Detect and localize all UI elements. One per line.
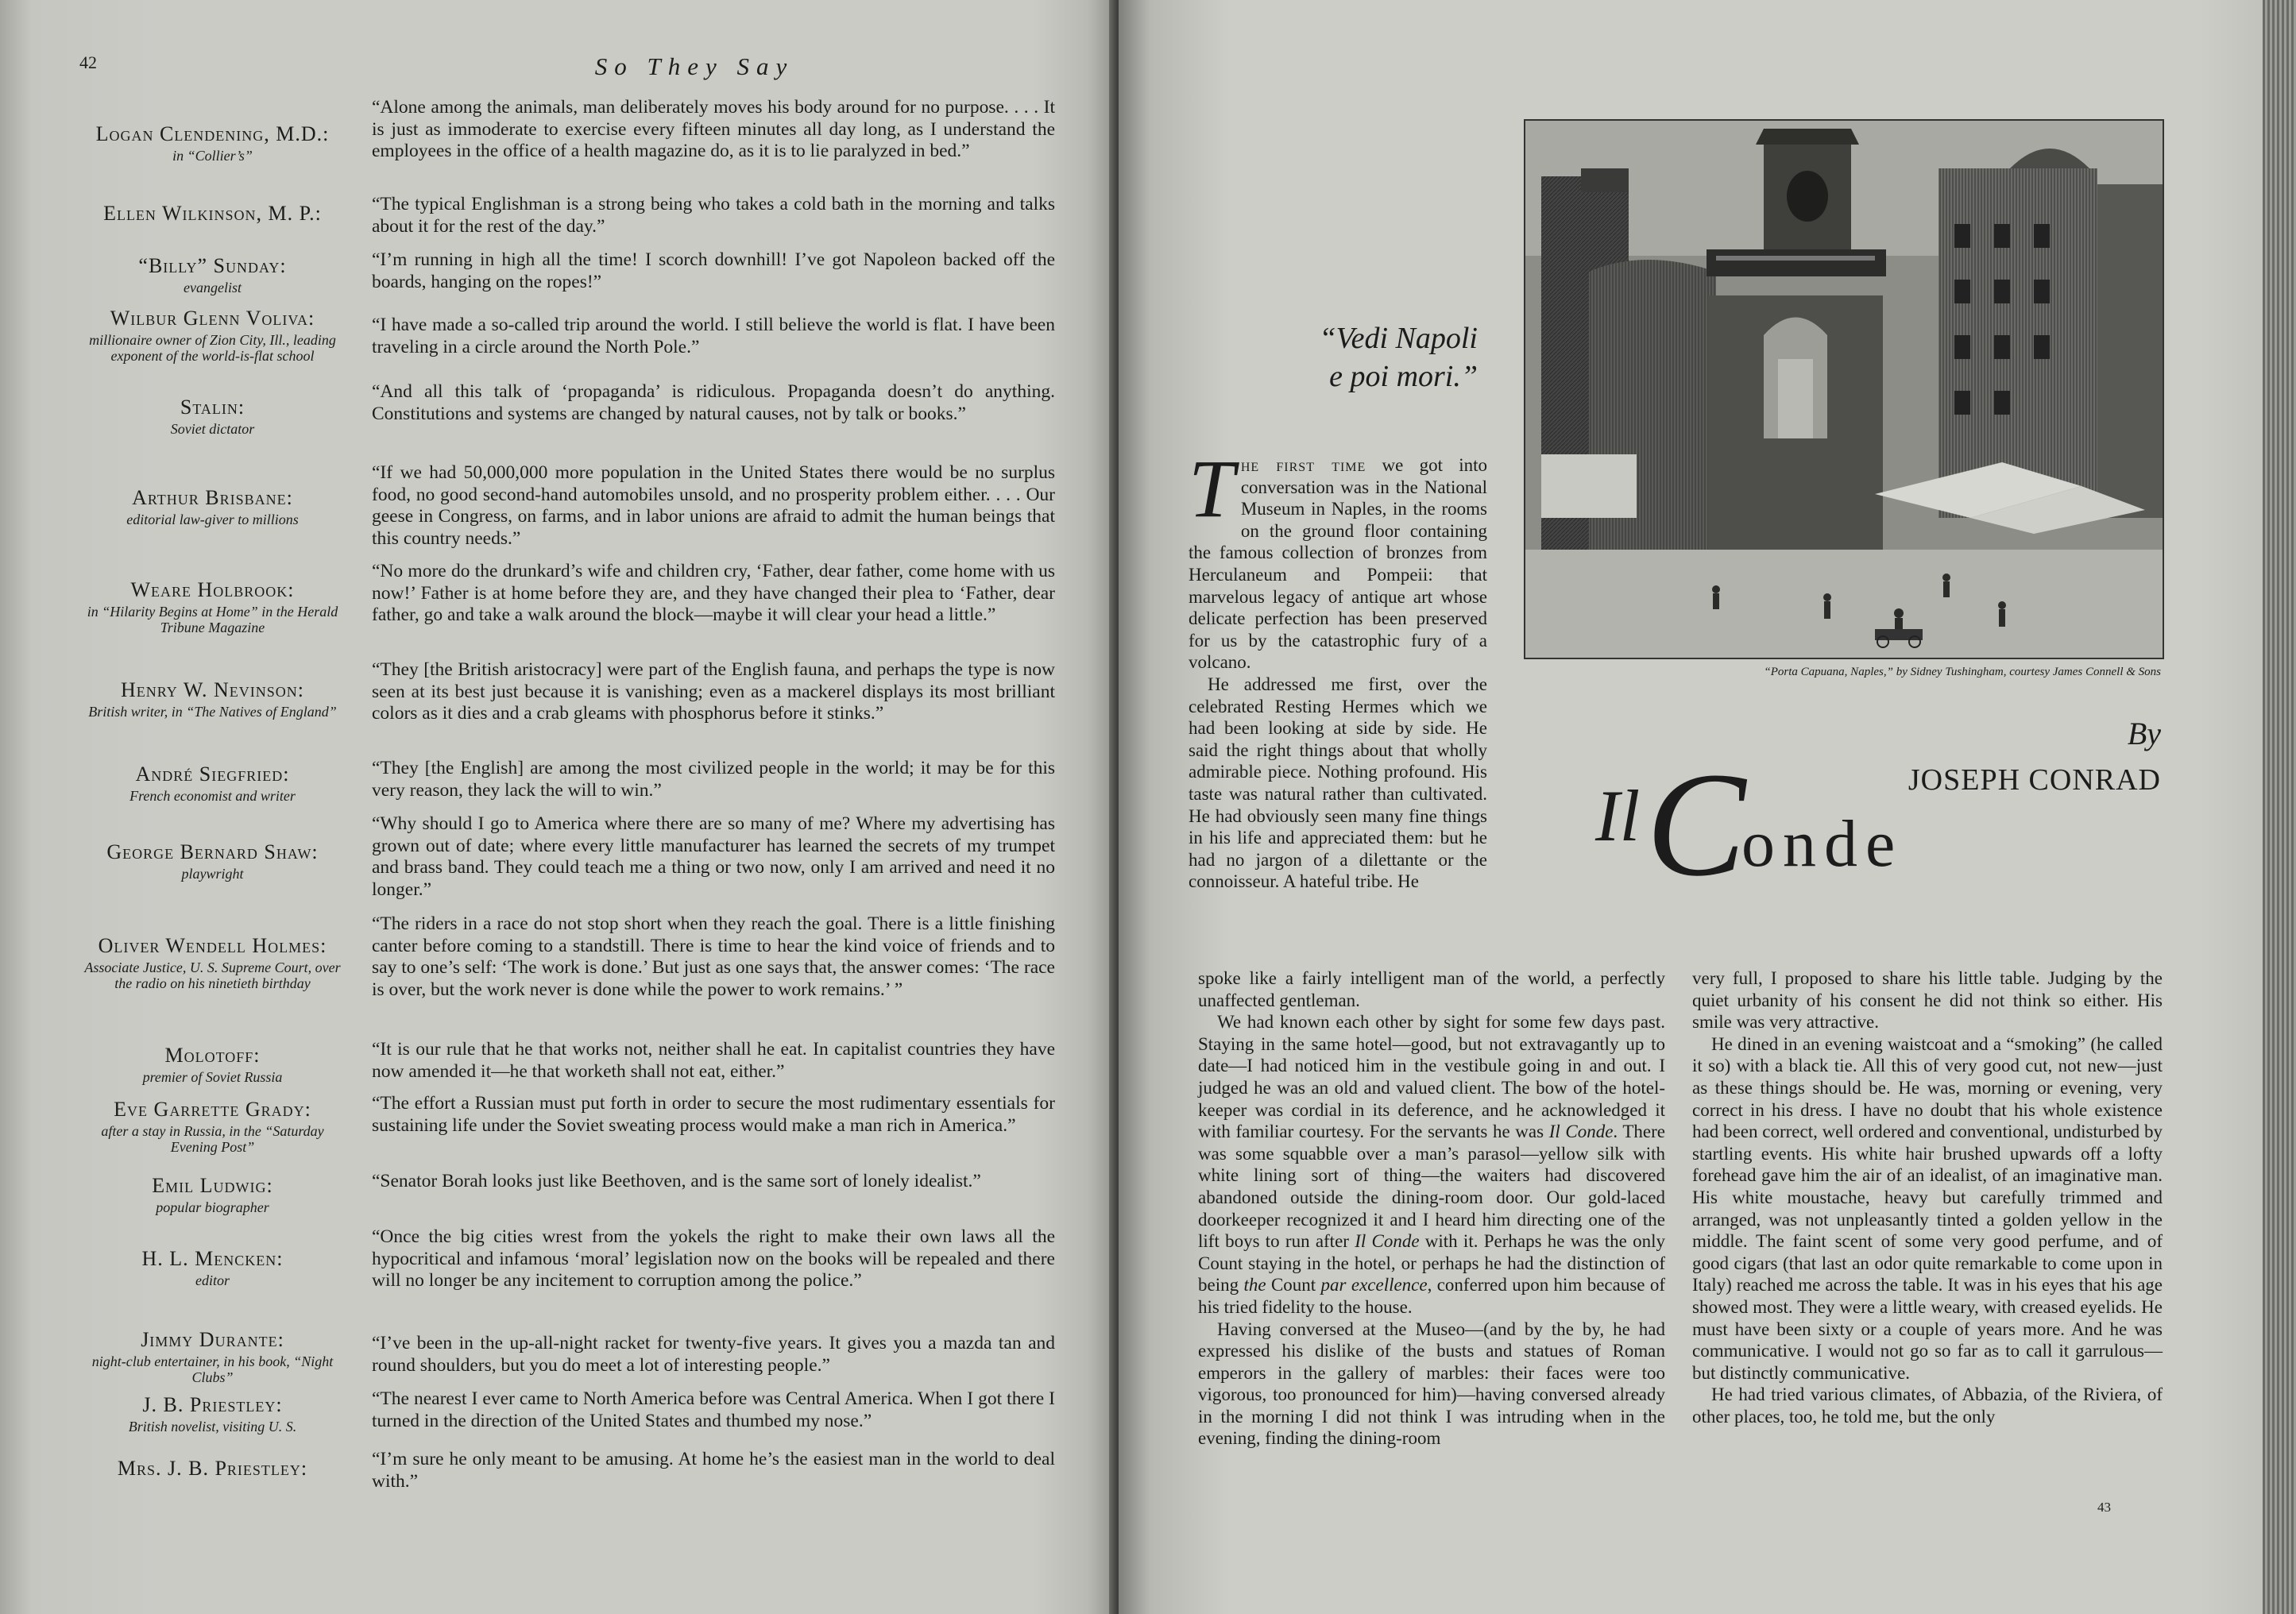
paragraph-text: we got into conversation was in the National Museum in Naples, in the rooms on the ground floor containing the famous collection of bronzes from Herculaneum and Pompeii: that marvelous legacy of antique art whose delicate perfection has been preserved for us by the catastrophic fury of a volcano. — [1189, 455, 1487, 673]
quote-text: “I’m sure he only meant to be amusing. At home he’s the easiest man in the world to deal with.” — [372, 1449, 1055, 1492]
speaker — [79, 839, 346, 882]
speaker-name: J. B. Priestley: — [142, 1393, 283, 1416]
speaker-desc: in “Hilarity Begins at Home” in the Herald Tribune Magazine — [87, 604, 338, 635]
quote-text: “The effort a Russian must put forth in order to secure the most rudimentary essentials for sustaining life under the Soviet sweating process would make a man rich in America.” — [372, 1093, 1055, 1136]
quote-text: “The typical Englishman is a strong being who takes a cold bath in the morning and talks about it for the rest of the day.” — [372, 194, 1055, 237]
speaker-name: H. L. Mencken: — [141, 1247, 284, 1270]
paragraph: He had tried various climates, of Abbazia, of the Riviera, of other places, too, he told me, but the only — [1692, 1384, 2163, 1427]
speaker — [79, 200, 346, 227]
speaker-name: George Bernard Shaw: — [106, 840, 319, 863]
text-run: Count — [1266, 1275, 1321, 1295]
speaker — [79, 677, 346, 720]
running-head: So They Say — [594, 52, 794, 80]
porta-capuana-etching — [1525, 121, 2163, 658]
speaker-name: Ellen Wilkinson, M. P.: — [103, 202, 322, 225]
text-run: . There was some squabble over a man’s parasol—yellow silk with white lining sort of thing—the waiters had discovered abandoned outside the dining-room door. Our gold-laced doorkeeper recognized it and I heard him directing one of the lift boys to run after — [1198, 1122, 1665, 1252]
paragraph: He dined in an evening waistcoat and a “smoking” (he called it so) with a black tie. All this of very good cut, not new—just as these things should be. He was, morning or evening, very correct in his dress. I have no doubt that his whole existence had been correct, well ordered and conventional, undisturbed by startling events. His white hair brushed upwards off a lofty forehead gave him the air of an idealist, of an imaginative man. His white moustache, heavy but carefully trimmed and arranged, was not unpleasantly tinted a golden yellow in the middle. The faint scent of some very good perfume, and of good cigars (that last an odor quite remarkable to come upon in Italy) reached me across the table. It was in his eyes that his age showed most. They were a little weary, with creased eyelids. He must have been sixty or a couple of years more. And he was communicative. I would not go so far as to call it garrulous—but distinctly communicative. — [1692, 1033, 2163, 1383]
speaker-desc: British novelist, visiting U. S. — [128, 1419, 297, 1434]
quote-text: “I’ve been in the up-all-night racket for twenty-five years. It gives you a mazda tan and round shoulders, but you do meet a lot of interesting people.” — [372, 1333, 1055, 1376]
speaker-name: Oliver Wendell Holmes: — [98, 934, 327, 957]
quote-text: “They [the English] are among the most civilized people in the world; it may be for this very reason, they lack the will to win.” — [372, 758, 1055, 801]
speaker-name: Mrs. J. B. Priestley: — [117, 1457, 308, 1480]
epigraph — [1239, 319, 1478, 396]
speaker-name: Weare Holbrook: — [130, 578, 295, 601]
quote-text: “Senator Borah looks just like Beethoven, and is the same sort of lonely idealist.” — [372, 1171, 981, 1191]
speaker-name: André Siegfried: — [135, 763, 290, 786]
quote-text: “Once the big cities wrest from the yokels the right to make their own laws all the hypocritical and infamous ‘moral’ legislation now on the books will be repealed and there will no longer be any incitement to corruption among the police.” — [372, 1226, 1055, 1291]
speaker-name: Henry W. Nevinson: — [121, 678, 304, 701]
quote-text: “It is our rule that he that works not, neither shall he eat. In capitalist countries they have now amended it—he that worketh shall not eat, either.” — [372, 1039, 1055, 1082]
speaker-name: Emil Ludwig: — [152, 1174, 273, 1197]
speaker-desc: evangelist — [184, 280, 242, 295]
title-initial-c: C — [1646, 741, 1746, 907]
left-page — [0, 0, 1119, 1614]
speaker — [79, 1455, 346, 1482]
speaker — [79, 253, 346, 295]
italic-run: Il Conde — [1548, 1122, 1614, 1142]
etching-illustration — [1524, 119, 2164, 659]
quote-text: “If we had 50,000,000 more population in the United States there would be no surplus food, no good second-hand automobiles unsold, and no prosperity problem either. . . . Our geese in Congress, on farms, and in labor unions are afraid to admit the human beings that this country needs.” — [372, 462, 1055, 549]
speaker-name: Arthur Brisbane: — [132, 486, 293, 509]
speaker-desc: in “Collier’s” — [172, 148, 253, 164]
speaker-name: Stalin: — [180, 396, 245, 419]
text-run: , conferred upon him because of his tried fidelity to the house. — [1198, 1275, 1666, 1317]
speaker-desc: premier of Soviet Russia — [142, 1069, 283, 1085]
speaker-desc: editorial law-giver to millions — [126, 512, 299, 527]
byline-author: JOSEPH CONRAD — [1908, 763, 2161, 797]
page-number: 43 — [2097, 1500, 2111, 1515]
paragraph: Having conversed at the Museo—(and by the by, he had expressed his dislike of the busts and statues of Roman emperors in the gallery of marbles: their faces were too vigorous, too pronounced for him)—having conversed already in the morning I did not think I was intruding when in the evening, finding the dining-room — [1198, 1319, 1665, 1449]
opening-paragraph — [1189, 443, 1487, 674]
epigraph-line: “Vedi Napoli — [1319, 322, 1478, 355]
speaker-name: Jimmy Durante: — [141, 1328, 284, 1351]
italic-run: Il Conde — [1355, 1231, 1420, 1252]
speaker-desc: Associate Justice, U. S. Supreme Court, over the radio on his ninetieth birthday — [84, 960, 341, 991]
quote-text: “Alone among the animals, man deliberately moves his body around for no purpose. . . . It is just as immoderate to exercise every fifteen minutes all day long, as I understand the employees in the office of a health magazine do, as it is to lie paralyzed in bed.” — [372, 97, 1055, 161]
quote-text: “The riders in a race do not stop short when they reach the goal. There is a little finishing canter before coming to a standstill. There is time to hear the kind voice of friends and to say to one’s self: ‘The work is done.’ But just as one says that, the answer comes: ‘The race is over, but the work never is done while the power to work remains.’ ” — [372, 913, 1055, 1000]
speaker — [79, 1245, 346, 1288]
speaker-desc: after a stay in Russia, in the “Saturday Evening Post” — [101, 1123, 324, 1155]
italic-run: the — [1243, 1275, 1266, 1295]
speaker — [79, 121, 346, 164]
quote-text: “No more do the drunkard’s wife and children cry, ‘Father, dear father, come home with us now!’ Father is at home before they are, and they have changed their plea to ‘Father, dear father, go and take a walk around the block—maybe it will clear your head a little.” — [372, 561, 1055, 625]
speaker-desc: millionaire owner of Zion City, Ill., leading exponent of the world-is-flat school — [89, 332, 336, 364]
story-column-3 — [1692, 967, 2163, 1427]
speaker-name: Molotoff: — [164, 1044, 261, 1067]
story-column-2 — [1198, 967, 1665, 1450]
quote-text: “Why should I go to America where there are so many of me? Where my advertising has grown out of date; where every little manufacturer has learned the secrets of my trumpet and brass band. They could teach me a thing or two now, only I am arrived and need it no longer.” — [372, 813, 1055, 900]
paragraph: spoke like a fairly intelligent man of the world, a perfectly unaffected gentleman. — [1198, 968, 1665, 1010]
speaker-name: Eve Garrette Grady: — [114, 1098, 311, 1121]
speaker — [79, 761, 346, 804]
speaker — [79, 394, 346, 437]
speaker — [79, 1326, 346, 1385]
speaker — [79, 305, 346, 364]
speaker — [79, 1172, 346, 1215]
quote-text: “I’m running in high all the time! I scorch downhill! I’ve got Napoleon backed off the boards, hanging on the ropes!” — [372, 249, 1055, 292]
epigraph-line: e poi mori.” — [1329, 360, 1478, 393]
quote-text: “I have made a so-called trip around the world. I still believe the world is flat. I have been traveling in a circle around the North Pole.” — [372, 315, 1055, 357]
speaker-name: Wilbur Glenn Voliva: — [110, 307, 315, 330]
speaker-desc: night-club entertainer, in his book, “Night Clubs” — [91, 1353, 334, 1385]
paragraph: He addressed me first, over the celebrated Resting Hermes which we had been looking at side by side. He said the right things about that wholly admirable piece. Nothing profound. His taste was natural rather than cultivated. He had obviously seen many fine things in his life and appreciated them: but he had no jargon of a dilettante or the connoisseur. A hateful tribe. He — [1189, 674, 1487, 892]
speaker-desc: playwright — [181, 866, 244, 882]
byline-by: By — [2127, 716, 2161, 751]
paragraph: very full, I proposed to share his little table. Judging by the quiet urbanity of his consent he did not think so either. His smile was very attractive. — [1692, 968, 2163, 1033]
speaker — [79, 485, 346, 527]
text-run: We had known each other by sight for some few days past. Staying in the same hotel—good, but not extravagantly up to date—I had noticed him in the vestibule going in and out. I judged he was an old and valued client. The bow of the hotel-keeper was cordial in its deference, and he acknowledged it with familiar courtesy. For the servants he was — [1198, 1012, 1665, 1142]
speaker-desc: Soviet dictator — [170, 421, 255, 437]
page-edges — [2263, 0, 2296, 1614]
illustration-caption: “Porta Capuana, Naples,” by Sidney Tushingham, courtesy James Connell & Sons — [1764, 666, 2161, 678]
lead-in: he first time — [1240, 455, 1366, 475]
story-title — [1595, 741, 1929, 923]
title-il: Il — [1595, 775, 1641, 856]
speaker-desc: British writer, in “The Natives of England” — [88, 704, 337, 720]
speaker — [79, 1392, 346, 1434]
title-rest: onde — [1741, 807, 1904, 881]
speaker-desc: French economist and writer — [129, 788, 296, 804]
paragraph — [1198, 1011, 1665, 1318]
drop-cap: T — [1189, 443, 1235, 535]
italic-run: par excellence — [1320, 1275, 1428, 1295]
page-number: 42 — [79, 52, 97, 72]
story-column-1 — [1189, 443, 1487, 893]
speaker-name: Logan Clendening, M.D.: — [95, 122, 330, 145]
speaker-desc: editor — [195, 1272, 230, 1288]
speaker — [79, 1096, 346, 1155]
speaker — [79, 932, 346, 991]
text-run: with it. Perhaps he was the only Count staying in the hotel, or perhaps he had the distinction of being — [1198, 1231, 1665, 1295]
quote-text: “The nearest I ever came to North America before was Central America. When I got there I turned in the direction of the United States and thumbed my nose.” — [372, 1388, 1055, 1431]
speaker — [79, 577, 346, 635]
speaker-name: “Billy” Sunday: — [138, 254, 287, 277]
quote-text: “They [the British aristocracy] were part of the English fauna, and perhaps the type is now seen at its best just because it is vanishing; even as a mackerel displays its most brilliant colors as it dies and a crab gleams with phosphorus before it stinks.” — [372, 659, 1055, 724]
quote-text: “And all this talk of ‘propaganda’ is ridiculous. Propaganda doesn’t do anything. Constitutions and systems are changed by natural causes, not by talk or books.” — [372, 381, 1055, 424]
speaker — [79, 1042, 346, 1085]
speaker-desc: popular biographer — [156, 1199, 269, 1215]
